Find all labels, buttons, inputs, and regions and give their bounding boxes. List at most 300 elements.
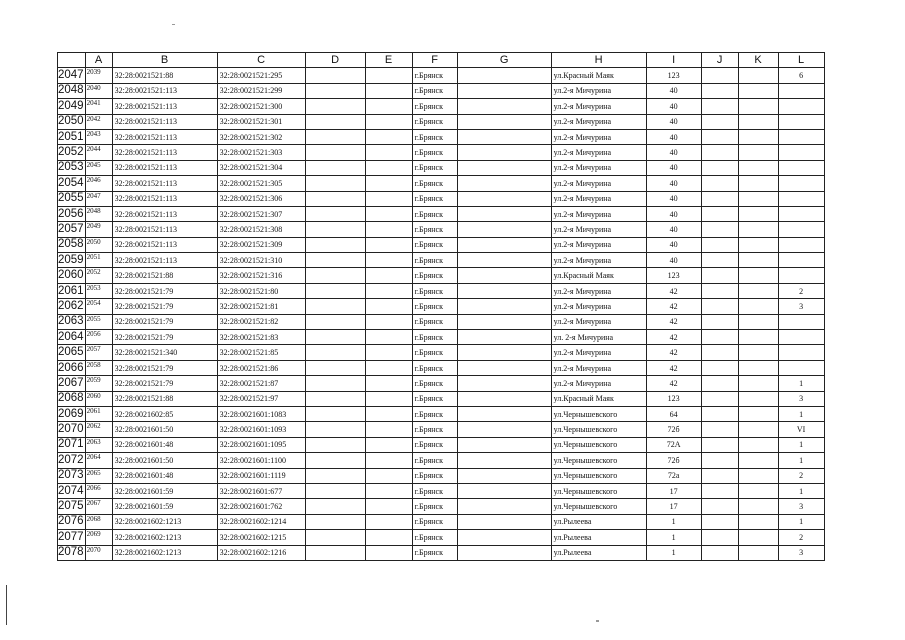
scan-edge-line <box>6 585 7 625</box>
cell-f: г.Брянск <box>412 422 457 437</box>
cell-d <box>305 253 365 268</box>
cell-e <box>365 437 412 452</box>
cell-c: 32:28:0021521:301 <box>217 114 305 129</box>
cell-b: 32:28:0021521:79 <box>112 283 217 298</box>
cell-g <box>457 99 551 114</box>
row-number: 2073 <box>58 468 86 483</box>
cell-d <box>305 545 365 560</box>
cell-b: 32:28:0021601:50 <box>112 453 217 468</box>
cell-k <box>738 176 778 191</box>
cell-j <box>701 422 738 437</box>
cell-h: ул.2-я Мичурина <box>551 237 646 252</box>
row-number: 2047 <box>58 68 86 83</box>
cell-i: 42 <box>646 360 701 375</box>
cell-h: ул.Чернышевского <box>551 437 646 452</box>
cell-j <box>701 453 738 468</box>
cell-c: 32:28:0021521:97 <box>217 391 305 406</box>
cell-l <box>778 314 824 329</box>
cell-d <box>305 206 365 221</box>
row-number: 2061 <box>58 283 86 298</box>
row-number: 2075 <box>58 499 86 514</box>
cell-k <box>738 222 778 237</box>
cell-d <box>305 191 365 206</box>
cell-e <box>365 129 412 144</box>
row-number: 2048 <box>58 83 86 98</box>
cell-i: 40 <box>646 176 701 191</box>
cell-e <box>365 406 412 421</box>
cell-i: 42 <box>646 330 701 345</box>
row-number: 2067 <box>58 376 86 391</box>
cell-i: 42 <box>646 376 701 391</box>
cell-l <box>778 160 824 175</box>
cell-j <box>701 530 738 545</box>
cell-j <box>701 222 738 237</box>
cell-h: ул.Чернышевского <box>551 483 646 498</box>
cell-l <box>778 83 824 98</box>
cell-e <box>365 530 412 545</box>
cell-b: 32:28:0021601:48 <box>112 468 217 483</box>
cell-c: 32:28:0021521:307 <box>217 206 305 221</box>
cell-d <box>305 176 365 191</box>
column-header-h: H <box>551 53 646 68</box>
cell-j <box>701 330 738 345</box>
cell-l: 2 <box>778 468 824 483</box>
cell-e <box>365 83 412 98</box>
cell-h: ул.2-я Мичурина <box>551 376 646 391</box>
cell-h: ул.2-я Мичурина <box>551 206 646 221</box>
cell-f: г.Брянск <box>412 283 457 298</box>
spreadsheet-table <box>57 52 825 561</box>
cell-i: 64 <box>646 406 701 421</box>
cell-k <box>738 530 778 545</box>
cell-l <box>778 99 824 114</box>
cell-j <box>701 206 738 221</box>
cell-b: 32:28:0021601:48 <box>112 437 217 452</box>
table-row <box>58 406 825 421</box>
cell-e <box>365 345 412 360</box>
table-row <box>58 283 825 298</box>
column-header-g: G <box>457 53 551 68</box>
cell-f: г.Брянск <box>412 514 457 529</box>
row-number: 2077 <box>58 530 86 545</box>
cell-e <box>365 191 412 206</box>
table-row <box>58 129 825 144</box>
cell-c: 32:28:0021601:1083 <box>217 406 305 421</box>
cell-f: г.Брянск <box>412 530 457 545</box>
cell-j <box>701 268 738 283</box>
cell-l <box>778 145 824 160</box>
cell-d <box>305 237 365 252</box>
cell-k <box>738 422 778 437</box>
cell-g <box>457 299 551 314</box>
cell-f: г.Брянск <box>412 83 457 98</box>
cell-d <box>305 345 365 360</box>
cell-j <box>701 299 738 314</box>
cell-j <box>701 160 738 175</box>
cell-c: 32:28:0021601:762 <box>217 499 305 514</box>
cell-a: 2039 <box>85 68 112 83</box>
cell-i: 1 <box>646 514 701 529</box>
cell-f: г.Брянск <box>412 483 457 498</box>
cell-k <box>738 99 778 114</box>
cell-d <box>305 68 365 83</box>
cell-i: 42 <box>646 345 701 360</box>
cell-g <box>457 345 551 360</box>
cell-f: г.Брянск <box>412 437 457 452</box>
cell-e <box>365 314 412 329</box>
cell-j <box>701 345 738 360</box>
column-header-c: C <box>217 53 305 68</box>
cell-f: г.Брянск <box>412 299 457 314</box>
row-number: 2068 <box>58 391 86 406</box>
cell-e <box>365 68 412 83</box>
cell-d <box>305 129 365 144</box>
corner-cell <box>58 53 86 68</box>
row-number: 2052 <box>58 145 86 160</box>
cell-l: 1 <box>778 483 824 498</box>
cell-f: г.Брянск <box>412 237 457 252</box>
cell-h: ул.2-я Мичурина <box>551 283 646 298</box>
cell-l: 1 <box>778 514 824 529</box>
cell-e <box>365 545 412 560</box>
cell-b: 32:28:0021521:113 <box>112 191 217 206</box>
column-header-f: F <box>412 53 457 68</box>
cell-j <box>701 376 738 391</box>
cell-f: г.Брянск <box>412 468 457 483</box>
column-header-e: E <box>365 53 412 68</box>
cell-a: 2046 <box>85 176 112 191</box>
cell-c: 32:28:0021521:306 <box>217 191 305 206</box>
cell-b: 32:28:0021521:79 <box>112 314 217 329</box>
row-number: 2054 <box>58 176 86 191</box>
cell-d <box>305 222 365 237</box>
cell-f: г.Брянск <box>412 545 457 560</box>
table-row <box>58 160 825 175</box>
table-row <box>58 99 825 114</box>
table-row <box>58 83 825 98</box>
cell-c: 32:28:0021521:304 <box>217 160 305 175</box>
cell-h: ул.Чернышевского <box>551 422 646 437</box>
cell-k <box>738 283 778 298</box>
cell-i: 40 <box>646 222 701 237</box>
table-row <box>58 206 825 221</box>
cell-l <box>778 222 824 237</box>
row-number: 2055 <box>58 191 86 206</box>
cell-b: 32:28:0021521:113 <box>112 253 217 268</box>
cell-a: 2054 <box>85 299 112 314</box>
cell-g <box>457 468 551 483</box>
cell-g <box>457 283 551 298</box>
table-row <box>58 222 825 237</box>
cell-g <box>457 360 551 375</box>
cell-d <box>305 468 365 483</box>
cell-c: 32:28:0021602:1214 <box>217 514 305 529</box>
cell-c: 32:28:0021521:83 <box>217 330 305 345</box>
cell-a: 2063 <box>85 437 112 452</box>
cell-b: 32:28:0021521:113 <box>112 206 217 221</box>
cell-d <box>305 483 365 498</box>
cell-a: 2067 <box>85 499 112 514</box>
cell-k <box>738 453 778 468</box>
cell-i: 40 <box>646 253 701 268</box>
cell-j <box>701 514 738 529</box>
row-number: 2058 <box>58 237 86 252</box>
cell-g <box>457 129 551 144</box>
cell-h: ул.2-я Мичурина <box>551 99 646 114</box>
cell-i: 123 <box>646 68 701 83</box>
cell-f: г.Брянск <box>412 406 457 421</box>
cell-i: 40 <box>646 206 701 221</box>
cell-a: 2056 <box>85 330 112 345</box>
row-number: 2050 <box>58 114 86 129</box>
cell-f: г.Брянск <box>412 330 457 345</box>
cell-a: 2041 <box>85 99 112 114</box>
cell-f: г.Брянск <box>412 268 457 283</box>
cell-c: 32:28:0021602:1215 <box>217 530 305 545</box>
cell-e <box>365 360 412 375</box>
cell-f: г.Брянск <box>412 391 457 406</box>
cell-h: ул.Рылеева <box>551 530 646 545</box>
cell-g <box>457 268 551 283</box>
cell-h: ул.2-я Мичурина <box>551 191 646 206</box>
cell-a: 2060 <box>85 391 112 406</box>
cell-e <box>365 283 412 298</box>
table-row <box>58 360 825 375</box>
cell-g <box>457 206 551 221</box>
cell-d <box>305 514 365 529</box>
cell-a: 2057 <box>85 345 112 360</box>
table-row <box>58 330 825 345</box>
cell-l: 1 <box>778 406 824 421</box>
table-row <box>58 499 825 514</box>
cell-c: 32:28:0021521:309 <box>217 237 305 252</box>
cell-k <box>738 330 778 345</box>
cell-e <box>365 253 412 268</box>
cell-g <box>457 422 551 437</box>
cell-k <box>738 268 778 283</box>
cell-h: ул.Рылеева <box>551 514 646 529</box>
cell-j <box>701 391 738 406</box>
cell-b: 32:28:0021521:79 <box>112 330 217 345</box>
cell-c: 32:28:0021521:316 <box>217 268 305 283</box>
cell-i: 72А <box>646 437 701 452</box>
cell-b: 32:28:0021521:113 <box>112 99 217 114</box>
cell-j <box>701 68 738 83</box>
cell-b: 32:28:0021601:59 <box>112 499 217 514</box>
cell-d <box>305 99 365 114</box>
cell-l: 3 <box>778 545 824 560</box>
cell-c: 32:28:0021521:305 <box>217 176 305 191</box>
cell-l: VI <box>778 422 824 437</box>
cell-h: ул.Рылеева <box>551 545 646 560</box>
cell-g <box>457 391 551 406</box>
cell-i: 17 <box>646 483 701 498</box>
column-header-d: D <box>305 53 365 68</box>
cell-d <box>305 314 365 329</box>
cell-k <box>738 206 778 221</box>
cell-b: 32:28:0021521:113 <box>112 160 217 175</box>
column-header-b: B <box>112 53 217 68</box>
cell-a: 2066 <box>85 483 112 498</box>
column-header-i: I <box>646 53 701 68</box>
scan-speck <box>172 24 175 25</box>
cell-g <box>457 530 551 545</box>
cell-a: 2048 <box>85 206 112 221</box>
cell-g <box>457 145 551 160</box>
cell-f: г.Брянск <box>412 191 457 206</box>
table-row <box>58 483 825 498</box>
cell-l <box>778 237 824 252</box>
cell-j <box>701 314 738 329</box>
cell-l <box>778 129 824 144</box>
cell-a: 2059 <box>85 376 112 391</box>
cell-a: 2058 <box>85 360 112 375</box>
cell-e <box>365 376 412 391</box>
cell-j <box>701 145 738 160</box>
table-row <box>58 299 825 314</box>
cell-e <box>365 99 412 114</box>
cell-b: 32:28:0021521:79 <box>112 360 217 375</box>
cell-a: 2061 <box>85 406 112 421</box>
cell-a: 2055 <box>85 314 112 329</box>
row-number: 2070 <box>58 422 86 437</box>
cell-e <box>365 268 412 283</box>
cell-g <box>457 499 551 514</box>
cell-c: 32:28:0021521:300 <box>217 99 305 114</box>
cell-k <box>738 406 778 421</box>
cell-k <box>738 437 778 452</box>
cell-a: 2062 <box>85 422 112 437</box>
cell-i: 17 <box>646 499 701 514</box>
cell-a: 2043 <box>85 129 112 144</box>
cell-j <box>701 483 738 498</box>
row-number: 2063 <box>58 314 86 329</box>
cell-e <box>365 176 412 191</box>
cell-k <box>738 237 778 252</box>
cell-k <box>738 160 778 175</box>
cell-b: 32:28:0021601:59 <box>112 483 217 498</box>
cell-l <box>778 191 824 206</box>
cell-f: г.Брянск <box>412 253 457 268</box>
cell-a: 2051 <box>85 253 112 268</box>
cell-a: 2044 <box>85 145 112 160</box>
cell-f: г.Брянск <box>412 314 457 329</box>
cell-i: 40 <box>646 160 701 175</box>
cell-d <box>305 145 365 160</box>
cell-k <box>738 191 778 206</box>
cell-f: г.Брянск <box>412 345 457 360</box>
row-number: 2051 <box>58 129 86 144</box>
cell-d <box>305 268 365 283</box>
cell-i: 72б <box>646 453 701 468</box>
cell-g <box>457 237 551 252</box>
cell-g <box>457 437 551 452</box>
cell-e <box>365 483 412 498</box>
cell-e <box>365 391 412 406</box>
cell-c: 32:28:0021521:303 <box>217 145 305 160</box>
cell-k <box>738 468 778 483</box>
cell-c: 32:28:0021521:308 <box>217 222 305 237</box>
cell-c: 32:28:0021521:80 <box>217 283 305 298</box>
cell-g <box>457 514 551 529</box>
cell-a: 2069 <box>85 530 112 545</box>
column-header-j: J <box>701 53 738 68</box>
table-row <box>58 68 825 83</box>
cell-e <box>365 330 412 345</box>
cell-h: ул.2-я Мичурина <box>551 360 646 375</box>
cell-a: 2070 <box>85 545 112 560</box>
cell-c: 32:28:0021521:86 <box>217 360 305 375</box>
cell-j <box>701 406 738 421</box>
cell-b: 32:28:0021521:88 <box>112 391 217 406</box>
table-row <box>58 176 825 191</box>
cell-l <box>778 330 824 345</box>
cell-k <box>738 345 778 360</box>
cell-j <box>701 360 738 375</box>
cell-k <box>738 129 778 144</box>
column-header-k: K <box>738 53 778 68</box>
cell-i: 123 <box>646 268 701 283</box>
cell-k <box>738 545 778 560</box>
cell-h: ул.Чернышевского <box>551 453 646 468</box>
cell-i: 1 <box>646 545 701 560</box>
cell-l: 1 <box>778 453 824 468</box>
cell-j <box>701 83 738 98</box>
cell-d <box>305 530 365 545</box>
cell-g <box>457 68 551 83</box>
row-number: 2072 <box>58 453 86 468</box>
cell-d <box>305 499 365 514</box>
cell-i: 40 <box>646 145 701 160</box>
cell-i: 40 <box>646 191 701 206</box>
cell-i: 123 <box>646 391 701 406</box>
cell-k <box>738 391 778 406</box>
cell-g <box>457 545 551 560</box>
table-row <box>58 191 825 206</box>
cell-l: 3 <box>778 499 824 514</box>
cell-c: 32:28:0021521:295 <box>217 68 305 83</box>
cell-c: 32:28:0021602:1216 <box>217 545 305 560</box>
cell-f: г.Брянск <box>412 499 457 514</box>
cell-b: 32:28:0021601:50 <box>112 422 217 437</box>
cell-j <box>701 114 738 129</box>
cell-f: г.Брянск <box>412 453 457 468</box>
cell-l: 2 <box>778 530 824 545</box>
row-number: 2065 <box>58 345 86 360</box>
cell-h: ул.2-я Мичурина <box>551 299 646 314</box>
cell-d <box>305 360 365 375</box>
cell-c: 32:28:0021601:677 <box>217 483 305 498</box>
column-header-l: L <box>778 53 824 68</box>
row-number: 2059 <box>58 253 86 268</box>
cell-g <box>457 314 551 329</box>
cell-e <box>365 468 412 483</box>
cell-h: ул.Чернышевского <box>551 499 646 514</box>
cell-g <box>457 83 551 98</box>
cell-f: г.Брянск <box>412 376 457 391</box>
cell-e <box>365 499 412 514</box>
cell-g <box>457 330 551 345</box>
cell-i: 40 <box>646 129 701 144</box>
cell-b: 32:28:0021602:1213 <box>112 514 217 529</box>
cell-l: 3 <box>778 391 824 406</box>
cell-a: 2052 <box>85 268 112 283</box>
cell-a: 2040 <box>85 83 112 98</box>
cell-f: г.Брянск <box>412 176 457 191</box>
cell-c: 32:28:0021521:302 <box>217 129 305 144</box>
cell-b: 32:28:0021602:1213 <box>112 530 217 545</box>
cell-h: ул.2-я Мичурина <box>551 114 646 129</box>
